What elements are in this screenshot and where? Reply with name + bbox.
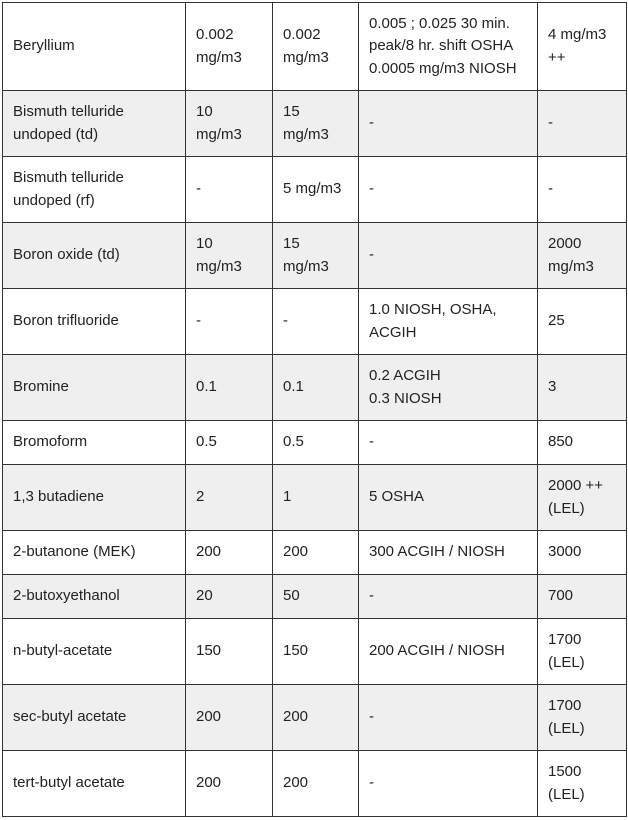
table-row xyxy=(3,355,627,421)
cell-col-5: 4 mg/m3 ++ xyxy=(538,3,627,91)
table-row xyxy=(3,619,627,685)
cell-substance: 1,3 butadiene xyxy=(3,465,186,531)
cell-col-5: 25 xyxy=(538,289,627,355)
table-body xyxy=(3,3,627,817)
cell-col-2: 2 xyxy=(186,465,273,531)
cell-col-2: 200 xyxy=(186,531,273,575)
cell-col-4: - xyxy=(359,685,538,751)
cell-col-2: 0.002 mg/m3 xyxy=(186,3,273,91)
table-row xyxy=(3,91,627,157)
cell-col-4: 200 ACGIH / NIOSH xyxy=(359,619,538,685)
cell-col-5: 1700 (LEL) xyxy=(538,685,627,751)
table-row xyxy=(3,3,627,91)
cell-substance: Bismuth telluride undoped (rf) xyxy=(3,157,186,223)
table-row xyxy=(3,157,627,223)
cell-col-5: - xyxy=(538,157,627,223)
cell-col-3: 0.1 xyxy=(273,355,359,421)
cell-col-3: 1 xyxy=(273,465,359,531)
cell-col-3: 200 xyxy=(273,531,359,575)
exposure-limits-table xyxy=(2,2,627,817)
table-row xyxy=(3,421,627,465)
cell-col-4: - xyxy=(359,751,538,817)
cell-col-5: 700 xyxy=(538,575,627,619)
cell-substance: 2-butanone (MEK) xyxy=(3,531,186,575)
cell-col-4: 5 OSHA xyxy=(359,465,538,531)
cell-col-3: 200 xyxy=(273,685,359,751)
cell-col-4: 0.2 ACGIH 0.3 NIOSH xyxy=(359,355,538,421)
cell-substance: Bismuth telluride undoped (td) xyxy=(3,91,186,157)
cell-col-2: 150 xyxy=(186,619,273,685)
table-row xyxy=(3,575,627,619)
cell-substance: n-butyl-acetate xyxy=(3,619,186,685)
cell-col-2: 0.1 xyxy=(186,355,273,421)
cell-col-3: 150 xyxy=(273,619,359,685)
cell-col-5: 850 xyxy=(538,421,627,465)
cell-col-2: 200 xyxy=(186,685,273,751)
cell-col-2: 10 mg/m3 xyxy=(186,91,273,157)
cell-col-3: 5 mg/m3 xyxy=(273,157,359,223)
cell-col-5: 3000 xyxy=(538,531,627,575)
cell-col-5: 3 xyxy=(538,355,627,421)
cell-substance: 2-butoxyethanol xyxy=(3,575,186,619)
cell-col-2: 0.5 xyxy=(186,421,273,465)
cell-col-2: 10 mg/m3 xyxy=(186,223,273,289)
cell-col-5: - xyxy=(538,91,627,157)
cell-col-5: 1500 (LEL) xyxy=(538,751,627,817)
cell-substance: Beryllium xyxy=(3,3,186,91)
table-row xyxy=(3,685,627,751)
cell-col-5: 2000 mg/m3 xyxy=(538,223,627,289)
cell-substance: tert-butyl acetate xyxy=(3,751,186,817)
cell-substance: Boron trifluoride xyxy=(3,289,186,355)
cell-substance: sec-butyl acetate xyxy=(3,685,186,751)
table-row xyxy=(3,223,627,289)
cell-col-4: - xyxy=(359,223,538,289)
cell-col-3: 50 xyxy=(273,575,359,619)
cell-col-4: - xyxy=(359,91,538,157)
table-row xyxy=(3,465,627,531)
cell-col-3: 0.002 mg/m3 xyxy=(273,3,359,91)
cell-substance: Boron oxide (td) xyxy=(3,223,186,289)
cell-substance: Bromine xyxy=(3,355,186,421)
cell-col-3: 0.5 xyxy=(273,421,359,465)
table-row xyxy=(3,531,627,575)
cell-col-4: 300 ACGIH / NIOSH xyxy=(359,531,538,575)
cell-col-4: - xyxy=(359,157,538,223)
cell-col-3: 15 mg/m3 xyxy=(273,91,359,157)
cell-col-2: - xyxy=(186,289,273,355)
cell-col-3: 200 xyxy=(273,751,359,817)
table-row xyxy=(3,751,627,817)
table-row xyxy=(3,289,627,355)
cell-substance: Bromoform xyxy=(3,421,186,465)
cell-col-2: 200 xyxy=(186,751,273,817)
cell-col-4: - xyxy=(359,421,538,465)
cell-col-4: 0.005 ; 0.025 30 min. peak/8 hr. shift OSHA 0.0005 mg/m3 NIOSH xyxy=(359,3,538,91)
cell-col-5: 1700 (LEL) xyxy=(538,619,627,685)
cell-col-3: - xyxy=(273,289,359,355)
cell-col-4: - xyxy=(359,575,538,619)
cell-col-5: 2000 ++ (LEL) xyxy=(538,465,627,531)
cell-col-2: 20 xyxy=(186,575,273,619)
cell-col-3: 15 mg/m3 xyxy=(273,223,359,289)
cell-col-2: - xyxy=(186,157,273,223)
cell-col-4: 1.0 NIOSH, OSHA, ACGIH xyxy=(359,289,538,355)
